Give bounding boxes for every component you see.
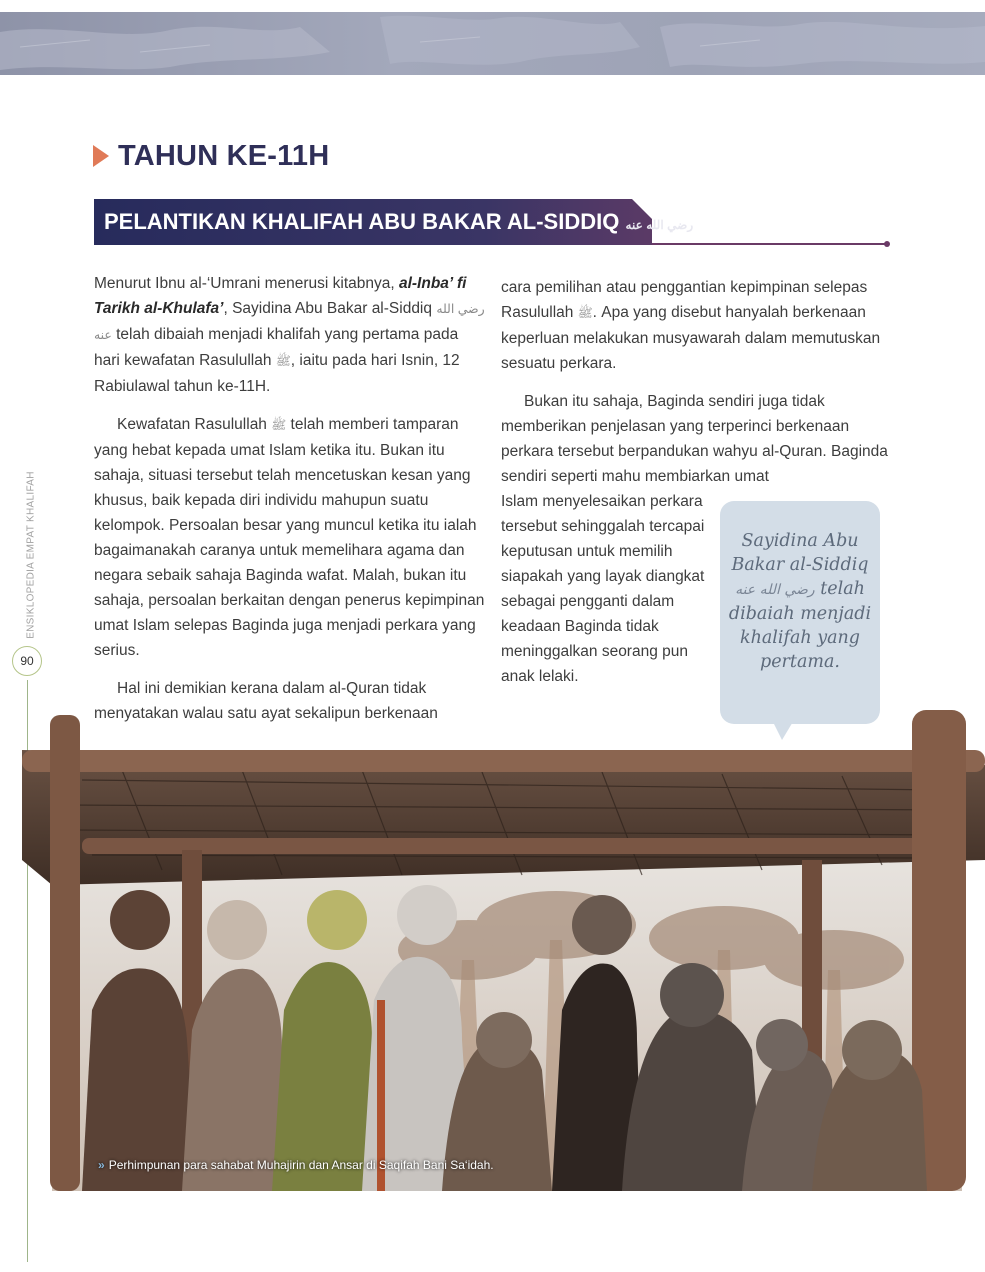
page-number: 90 (12, 646, 42, 676)
honorific-glyph: رضي الله عنه (625, 218, 694, 232)
honorific-glyph: ﷺ (271, 418, 287, 432)
paragraph: Kewafatan Rasulullah ﷺ telah memberi tamparan yang hebat kepada umat Islam ketika itu. Bukan itu sahaja, situasi tersebut telah mencetuskan kesan yang khusus, baik kepada diri individu mahupun suatu kelompok. Persoalan besar yang muncul ketika itu ialah bagaimanakah caranya untuk memelihara agama dan negara sebaik sahaja Baginda wafat. Malah, bukan itu sahaja, persoalan berkaitan dengan penerus kepimpinan umat Islam selepas Baginda juga menjadi perkara yang serius. (94, 416, 485, 659)
left-column (94, 271, 486, 726)
honorific-glyph: رضي الله عنه (94, 302, 485, 342)
section-title-text: TAHUN KE-11H (118, 139, 330, 172)
pull-quote: Sayidina Abu Bakar al-Siddiq رضي الله عنه telah dibaiah menjadi khalifah yang pertama. (728, 531, 872, 672)
paragraph-wrapped: Islam menyelesaikan perkara tersebut sehinggalah tercapai keputusan untuk memilih siapakah yang layak diangkat sebagai pengganti dalam keadaan Baginda tidak meninggalkan seorang pun anak lelaki. (501, 493, 705, 685)
paragraph: Bukan itu sahaja, Baginda sendiri juga tidak memberikan penjelasan yang terperinci berkenaan perkara tersebut berpandukan wahyu al-Quran. Baginda sendiri seperti mahu membiarkan umat (501, 393, 888, 485)
paragraph: cara pemilihan atau penggantian kepimpinan selepas Rasulullah ﷺ. Apa yang disebut hanyalah berkenaan keperluan melakukan musyawarah dalam memutuskan sesuatu perkara. (501, 279, 881, 372)
header-map-band (0, 12, 985, 75)
book-title-italic: al-Inba’ fi Tarikh al-Khulafa’ (94, 275, 467, 317)
book-title-vertical: ENSIKLOPEDIA EMPAT KHALIFAH (25, 471, 37, 639)
banner-rule-dot (884, 241, 890, 247)
illustration-saqifah (22, 710, 985, 1191)
triangle-bullet-icon (93, 145, 109, 167)
illustration-caption: » Perhimpunan para sahabat Muhajirin dan Ansar di Saqifah Bani Sa‘idah. (98, 1158, 494, 1172)
double-chevron-icon: » (98, 1158, 105, 1172)
honorific-glyph: ﷺ (577, 306, 593, 320)
honorific-glyph: ﷺ (275, 354, 291, 368)
banner-rule (652, 243, 888, 245)
paragraph: Hal ini demikian kerana dalam al-Quran tidak menyatakan walau satu ayat sekalipun berkenaan (94, 680, 438, 722)
section-title (93, 136, 329, 176)
chapter-banner (94, 199, 694, 245)
illustration-drawing (22, 710, 985, 1191)
honorific-glyph: رضي الله عنه (735, 582, 815, 598)
banner-title: PELANTIKAN KHALIFAH ABU BAKAR AL-SIDDIQ رضي الله عنه (104, 209, 694, 234)
paragraph: Menurut Ibnu al-‘Umrani menerusi kitabnya, al-Inba’ fi Tarikh al-Khulafa’, Sayidina Abu Bakar al-Siddiq رضي الله عنه telah dibaiah menjadi khalifah yang pertama pada hari kewafatan Rasulullah ﷺ, iaitu pada hari Isnin, 12 Rabiulawal tahun ke-11H. (94, 275, 485, 395)
world-map-texture (0, 12, 985, 75)
